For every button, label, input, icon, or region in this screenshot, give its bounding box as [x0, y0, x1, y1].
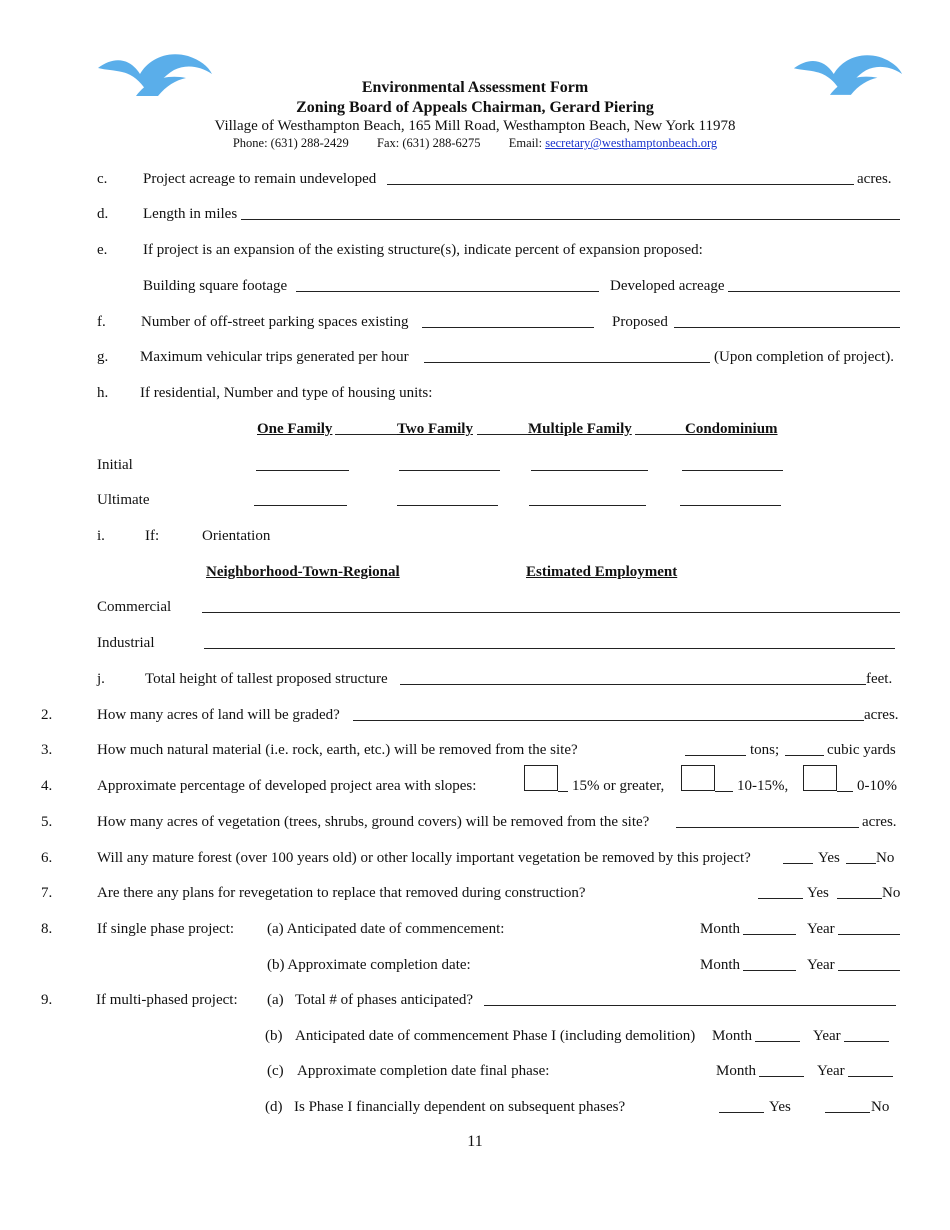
slope-10-15-line: [715, 791, 733, 792]
slope-15-checkbox[interactable]: [524, 765, 558, 791]
item-j-suffix: feet.: [866, 671, 893, 687]
tons-field[interactable]: [685, 755, 746, 756]
slope-15-line: [558, 791, 568, 792]
item-e-letter: e.: [97, 242, 108, 258]
q8a-year-field[interactable]: [838, 934, 900, 935]
q8b-label: (b) Approximate completion date:: [267, 957, 471, 973]
orientation-col-region: Neighborhood-Town-Regional: [206, 564, 400, 580]
q4-label: Approximate percentage of developed project area with slopes:: [97, 778, 477, 794]
q4-number: 4.: [41, 778, 53, 794]
item-g-letter: g.: [97, 349, 109, 365]
phases-count-field[interactable]: [484, 1005, 896, 1006]
cubic-yards-field[interactable]: [785, 755, 824, 756]
item-d-letter: d.: [97, 206, 109, 222]
item-c-letter: c.: [97, 171, 108, 187]
q5-label: How many acres of vegetation (trees, shrubs, ground covers) will be removed from the site?: [97, 814, 650, 830]
item-d-label: Length in miles: [143, 206, 238, 222]
form-title: Environmental Assessment Form: [361, 79, 589, 96]
q2-number: 2.: [41, 707, 53, 723]
q9-label: If multi-phased project:: [96, 992, 238, 1008]
q3-number: 3.: [41, 742, 53, 758]
q7-label: Are there any plans for revegetation to replace that removed during construction?: [97, 885, 586, 901]
graded-acres-field[interactable]: [353, 720, 864, 721]
undeveloped-acreage-field[interactable]: [387, 184, 854, 185]
developed-acreage-field[interactable]: [728, 291, 900, 292]
slope-15-label: 15% or greater,: [572, 778, 665, 794]
q9d-no-field[interactable]: [825, 1112, 870, 1113]
q9b-label: Anticipated date of commencement Phase I (including demolition): [295, 1028, 696, 1044]
vegetation-acres-field[interactable]: [676, 827, 859, 828]
initial-multiple-family-field[interactable]: [531, 470, 648, 471]
cubic-yards-label: cubic yards: [827, 742, 896, 758]
q8a-label: (a) Anticipated date of commencement:: [267, 921, 505, 937]
q6-label: Will any mature forest (over 100 years old) or other locally important vegetation be removed by this project?: [97, 850, 751, 866]
q2-label: How many acres of land will be graded?: [97, 707, 340, 723]
slope-0-10-line: [837, 791, 853, 792]
q8b-year-label: Year: [807, 957, 835, 973]
item-f-letter: f.: [97, 314, 106, 330]
item-f-label: Number of off-street parking spaces existing: [141, 314, 409, 330]
item-h-letter: h.: [97, 385, 109, 401]
header-underline-gap: [477, 434, 528, 435]
q9b-month-field[interactable]: [755, 1041, 800, 1042]
q9c-prefix: (c): [267, 1063, 284, 1079]
q9a-label: Total # of phases anticipated?: [295, 992, 474, 1008]
tons-label: tons;: [750, 742, 780, 758]
q8a-month-field[interactable]: [743, 934, 796, 935]
q8b-month-label: Month: [700, 957, 741, 973]
q9d-prefix: (d): [265, 1099, 283, 1115]
item-i-if: If:: [145, 528, 160, 544]
item-e-label: If project is an expansion of the existing structure(s), indicate percent of expansion proposed:: [143, 242, 703, 258]
ultimate-two-family-field[interactable]: [397, 505, 498, 506]
item-g-suffix: (Upon completion of project).: [714, 349, 894, 365]
initial-two-family-field[interactable]: [399, 470, 500, 471]
q3-label: How much natural material (i.e. rock, earth, etc.) will be removed from the site?: [97, 742, 578, 758]
fax: Fax: (631) 288-6275: [377, 136, 481, 150]
email-link[interactable]: secretary@westhamptonbeach.org: [545, 136, 718, 150]
q9d-no-label: No: [871, 1099, 890, 1115]
parking-proposed-field[interactable]: [674, 327, 900, 328]
ultimate-condominium-field[interactable]: [680, 505, 781, 506]
row-industrial: Industrial: [97, 635, 155, 651]
q5-suffix: acres.: [862, 814, 897, 830]
q9d-label: Is Phase I financially dependent on subsequent phases?: [294, 1099, 626, 1115]
q9d-yes-label: Yes: [769, 1099, 791, 1115]
q6-no-field[interactable]: [846, 863, 876, 864]
q9b-prefix: (b): [265, 1028, 283, 1044]
item-i-orientation: Orientation: [202, 528, 271, 544]
q6-number: 6.: [41, 850, 53, 866]
commercial-field[interactable]: [202, 612, 900, 613]
phone: Phone: (631) 288-2429: [232, 136, 349, 150]
q9c-label: Approximate completion date final phase:: [297, 1063, 550, 1079]
q7-no-field[interactable]: [837, 898, 882, 899]
structure-height-field[interactable]: [400, 684, 866, 685]
q9b-year-field[interactable]: [844, 1041, 889, 1042]
q8-number: 8.: [41, 921, 53, 937]
housing-row-initial: Initial: [97, 457, 133, 473]
length-miles-field[interactable]: [241, 219, 900, 220]
q5-number: 5.: [41, 814, 53, 830]
q7-no-label: No: [882, 885, 901, 901]
item-c-suffix: acres.: [857, 171, 892, 187]
email-label: Email:: [508, 136, 543, 150]
item-j-letter: j.: [97, 671, 105, 687]
initial-condominium-field[interactable]: [682, 470, 783, 471]
initial-one-family-field[interactable]: [256, 470, 349, 471]
orientation-col-employment: Estimated Employment: [526, 564, 678, 580]
slope-10-15-checkbox[interactable]: [681, 765, 715, 791]
q9c-month-field[interactable]: [759, 1076, 804, 1077]
housing-row-ultimate: Ultimate: [97, 492, 150, 508]
housing-col-condominium: Condominium: [685, 421, 778, 437]
item-j-label: Total height of tallest proposed structure: [145, 671, 388, 687]
building-footage-label: Building square footage: [143, 278, 288, 294]
developed-acreage-label: Developed acreage: [610, 278, 725, 294]
ultimate-multiple-family-field[interactable]: [529, 505, 646, 506]
item-h-label: If residential, Number and type of housing units:: [140, 385, 433, 401]
industrial-field[interactable]: [204, 648, 895, 649]
ultimate-one-family-field[interactable]: [254, 505, 347, 506]
row-commercial: Commercial: [97, 599, 172, 615]
form-subtitle: Zoning Board of Appeals Chairman, Gerard Piering: [296, 99, 654, 116]
contact-line: [0, 136, 950, 151]
q8b-month-field[interactable]: [743, 970, 796, 971]
q7-yes-field[interactable]: [758, 898, 803, 899]
address: Village of Westhampton Beach, 165 Mill Road, Westhampton Beach, New York 11978: [214, 118, 736, 134]
q8a-month-label: Month: [700, 921, 741, 937]
q8a-year-label: Year: [807, 921, 835, 937]
page-number: 11: [467, 1133, 483, 1150]
q9a-prefix: (a): [267, 992, 284, 1008]
q9b-month-label: Month: [712, 1028, 753, 1044]
q9-number: 9.: [41, 992, 53, 1008]
q8-label: If single phase project:: [97, 921, 235, 937]
parking-existing-field[interactable]: [422, 327, 594, 328]
q6-yes-label: Yes: [818, 850, 840, 866]
building-footage-field[interactable]: [296, 291, 599, 292]
header-underline-gap: [635, 434, 685, 435]
q7-number: 7.: [41, 885, 53, 901]
header-underline-gap: [335, 434, 397, 435]
q9c-month-label: Month: [716, 1063, 757, 1079]
item-c-label: Project acreage to remain undeveloped: [143, 171, 377, 187]
vehicular-trips-field[interactable]: [424, 362, 710, 363]
housing-col-multiple-family: Multiple Family: [528, 421, 632, 437]
slope-0-10-checkbox[interactable]: [803, 765, 837, 791]
q9b-year-label: Year: [813, 1028, 841, 1044]
item-g-label: Maximum vehicular trips generated per hour: [140, 349, 409, 365]
q2-suffix: acres.: [864, 707, 899, 723]
q6-no-label: No: [876, 850, 895, 866]
slope-10-15-label: 10-15%,: [737, 778, 789, 794]
q7-yes-label: Yes: [807, 885, 829, 901]
q9c-year-label: Year: [817, 1063, 845, 1079]
parking-proposed-label: Proposed: [612, 314, 668, 330]
housing-col-two-family: Two Family: [397, 421, 473, 437]
q9d-yes-field[interactable]: [719, 1112, 764, 1113]
q8b-year-field[interactable]: [838, 970, 900, 971]
item-i-letter: i.: [97, 528, 105, 544]
housing-col-one-family: One Family: [257, 421, 333, 437]
q6-yes-field[interactable]: [783, 863, 813, 864]
slope-0-10-label: 0-10%: [857, 778, 897, 794]
q9c-year-field[interactable]: [848, 1076, 893, 1077]
